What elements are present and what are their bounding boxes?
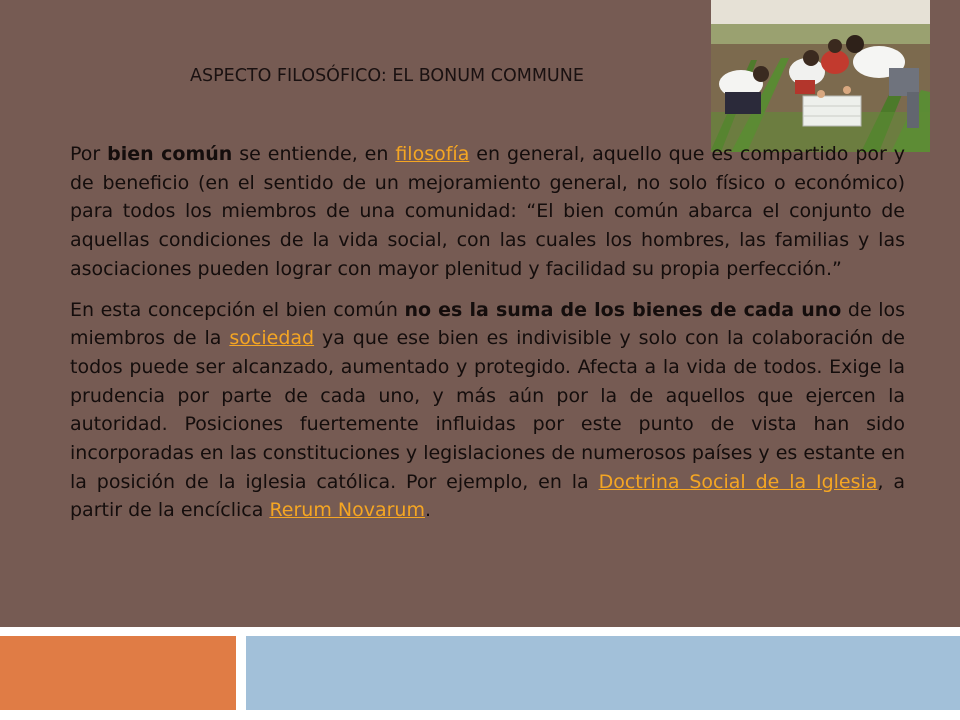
link-rerum-novarum[interactable]: Rerum Novarum: [269, 499, 425, 522]
text-segment: de los miembros de la: [70, 298, 905, 350]
body-text: [70, 140, 905, 537]
text-segment: ya que ese bien es indivisible y solo con la colaboración de todos puede ser alcanzado, aumentado y protegido. Afecta a la vida de todos. Exige la prudencia por parte de cada uno, y más aún por la de aquellos que ejercen la autoridad. Posiciones fuertemente influidas por este punto de vista han sido incorporadas en las constituciones y legislaciones de numerosos países y es estante en la posición de la iglesia católica. Por ejemplo, en la: [70, 327, 905, 493]
text-segment: en general, aquello que es compartido por y de beneficio (en el sentido de un mejoramiento general, no solo físico o económico) para todos los miembros de una comunidad: “El bien común abarca el conjunto de aquellas condiciones de la vida social, con las cuales los hombres, las familias y las asociaciones pueden lograr con mayor plenitud y facilidad su propia perfección.”: [70, 143, 905, 280]
text-segment: .: [424, 499, 432, 522]
link-filosofia[interactable]: filosofía: [395, 143, 470, 165]
bold-phrase-no-es-la-suma: no es la suma de los bienes de cada uno: [404, 298, 842, 321]
bold-term-bien-comun: bien común: [107, 143, 233, 165]
paragraph-bien-comun-definition: [70, 140, 905, 284]
farm-volunteers-photo: [711, 0, 930, 152]
link-doctrina-social[interactable]: Doctrina Social de la Iglesia: [598, 470, 878, 493]
photo-illustration: [711, 0, 930, 152]
footer-orange-block: [0, 636, 236, 710]
link-sociedad[interactable]: sociedad: [229, 327, 315, 350]
text-segment: Por: [70, 143, 108, 165]
text-segment: En esta concepción el bien común: [70, 298, 405, 321]
text-segment: , a partir de la encíclica: [70, 470, 906, 522]
slide-title: ASPECTO FILOSÓFICO: EL BONUM COMMUNE: [190, 66, 584, 86]
footer-blue-block: [246, 636, 960, 710]
text-segment: se entiende, en: [232, 143, 396, 165]
paragraph-bien-comun-concepcion: [70, 296, 905, 526]
